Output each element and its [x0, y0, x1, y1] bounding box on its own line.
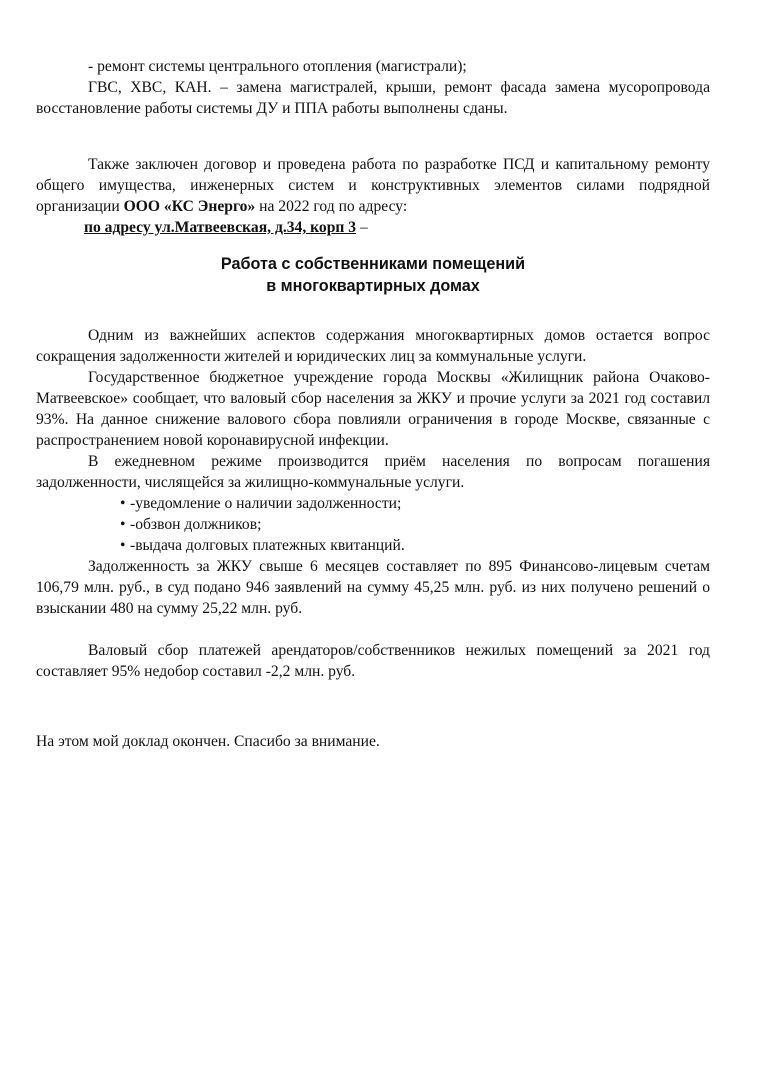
contract-text-after: на 2022 год по адресу:	[255, 198, 408, 215]
bullet-item	[36, 514, 710, 535]
bullet-mark: •	[120, 516, 126, 533]
tenants-paragraph: Валовый сбор платежей арендаторов/собственников нежилых помещений за 2021 год составляет 95% недобор составил -2,2 млн. руб.	[36, 642, 710, 680]
address-dash: –	[356, 219, 368, 236]
spacer	[36, 238, 710, 253]
contract-text-before: Также заключен договор и проведена работа по разработке ПСД и капитальному ремонту общего имущества, инженерных систем и конструктивных элементов силами подрядной организации	[36, 156, 710, 215]
closing-line: На этом мой доклад окончен. Спасибо за внимание.	[36, 733, 380, 750]
spacer	[36, 682, 710, 731]
repair-line: - ремонт системы центрального отопления (магистрали);	[88, 58, 467, 75]
bullet-item	[36, 493, 710, 514]
section-title-line1: Работа с собственниками помещений	[220, 255, 526, 273]
spacer	[36, 297, 710, 325]
repair-paragraph: ГВС, ХВС, КАН. – замена магистралей, крыши, ремонт фасада замена мусоропровода восстановление работы системы ДУ и ППА работы выполнены сданы.	[36, 79, 710, 117]
contractor-name: ООО «КС Энерго»	[123, 198, 256, 215]
section-title-line2: в многоквартирных домах	[266, 277, 480, 295]
arrears-paragraph: Задолженность за ЖКУ свыше 6 месяцев составляет по 895 Финансово-лицевым счетам 106,79 млн. руб., в суд подано 946 заявлений на сумму 45,25 млн. руб. из них получено решений о взыскании 480 на сумму 25,22 млн. руб.	[36, 558, 710, 617]
contract-paragraph	[36, 154, 710, 217]
reception-paragraph: В ежедневном режиме производится приём населения по вопросам погашения задолженности, числящейся за жилищно-коммунальные услуги.	[36, 453, 710, 491]
spacer	[36, 619, 710, 640]
bullet-text: -уведомление о наличии задолженности;	[130, 495, 402, 512]
address-text: по адресу ул.Матвеевская, д.34, корп 3	[84, 219, 357, 236]
bullet-item	[36, 535, 710, 556]
bullet-text: -обзвон должников;	[130, 516, 262, 533]
bullet-text: -выдача долговых платежных квитанций.	[130, 537, 405, 554]
spacer	[36, 119, 710, 154]
bullet-mark: •	[120, 495, 126, 512]
debt-intro-paragraph: Одним из важнейших аспектов содержания многоквартирных домов остается вопрос сокращения задолженности жителей и юридических лиц за коммунальные услуги.	[36, 327, 710, 365]
collection-paragraph: Государственное бюджетное учреждение города Москвы «Жилищник района Очаково-Матвеевское» сообщает, что валовый сбор населения за ЖКУ и прочие услуги за 2021 год составил 93%. На данное снижение валового сбора повлияли ограничения в городе Москве, связанные с распространением новой коронавирусной инфекции.	[36, 369, 710, 449]
document-page	[36, 56, 710, 752]
bullet-mark: •	[120, 537, 126, 554]
contract-address	[36, 217, 710, 238]
